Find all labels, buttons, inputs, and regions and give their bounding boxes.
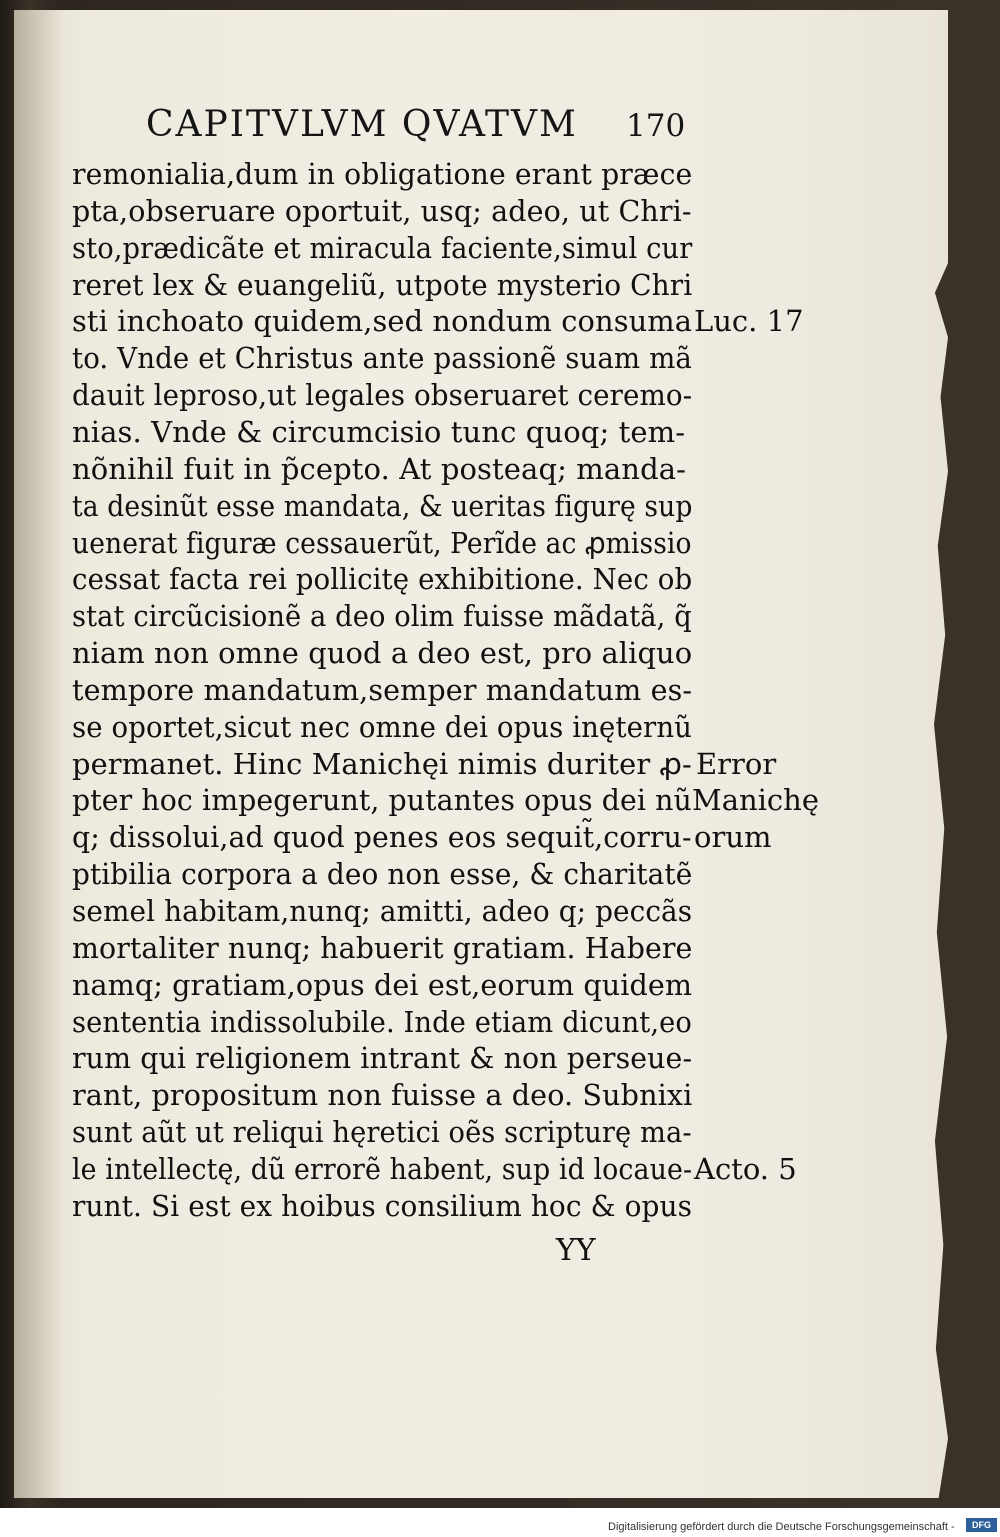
text-line: pta,obseruare oportuit, usq; adeo, ut Chri- bbox=[72, 193, 692, 228]
text-line: pter hoc impegerunt, putantes opus dei nũ bbox=[72, 783, 692, 818]
running-head: CAPITVLVM QVATVM bbox=[146, 104, 578, 145]
dfg-logo: DFG bbox=[966, 1518, 997, 1532]
text-line: dauit leproso,ut legales obseruaret ceremo- bbox=[72, 378, 693, 413]
text-line: se oportet,sicut nec omne dei opus inęternũ bbox=[72, 709, 693, 744]
text-line: mortaliter nunq; habuerit gratiam. Habere bbox=[72, 930, 693, 965]
text-line: ptibilia corpora a deo non esse, & charitatẽ bbox=[72, 857, 693, 892]
text-line: sententia indissolubile. Inde etiam dicunt,eo bbox=[72, 1004, 692, 1039]
margin-note: orum bbox=[694, 820, 772, 855]
text-line: to. Vnde et Christus ante passionẽ suam mã bbox=[72, 341, 692, 376]
text-line: uenerat figuræ cessauerũt, Perĩde ac ꝓmissio bbox=[72, 525, 692, 560]
text-line: semel habitam,nunq; amitti, adeo q; peccãs bbox=[72, 894, 693, 928]
margin-note: Manichę bbox=[692, 783, 820, 818]
text-line: tempore mandatum,semper mandatum es- bbox=[72, 672, 693, 707]
margin-note: Luc. 17 bbox=[694, 304, 804, 339]
catchword: YY bbox=[556, 1233, 596, 1268]
text-line: sto,prædicãte et miracula faciente,simul cur bbox=[72, 230, 693, 265]
digitization-credit: Digitalisierung gefördert durch die Deutsche Forschungsgemeinschaft - bbox=[608, 1521, 955, 1533]
text-line: ta desinũt esse mandata, & ueritas figurę sup bbox=[72, 488, 693, 523]
text-line: niam non omne quod a deo est, pro aliquo bbox=[72, 636, 693, 671]
text-line: runt. Si est ex hoibus consilium hoc & opus bbox=[72, 1188, 693, 1223]
text-line: nõnihil fuit in p̃cepto. At posteaq; manda- bbox=[72, 451, 687, 486]
text-line: cessat facta rei pollicitę exhibitione. Nec ob bbox=[72, 562, 693, 597]
text-line: permanet. Hinc Manichęi nimis duriter ꝓ- bbox=[72, 746, 692, 781]
text-line: rum qui religionem intrant & non perseue- bbox=[72, 1041, 693, 1076]
margin-note: Error bbox=[696, 746, 777, 781]
text-line: nias. Vnde & circumcisio tunc quoq; tem- bbox=[72, 414, 686, 449]
text-line: remonialia,dum in obligatione erant præce bbox=[72, 157, 693, 191]
binding-shadow bbox=[14, 10, 62, 1498]
text-line: rant, propositum non fuisse a deo. Subnixi bbox=[72, 1078, 693, 1113]
text-line: stat circũcisionẽ a deo olim fuisse mãdatã, q̃ bbox=[72, 599, 692, 634]
text-line: le intellectę, dũ errorẽ habent, sup id locaue- bbox=[72, 1151, 693, 1186]
text-line: sti inchoato quidem,sed nondum consuma bbox=[72, 304, 693, 339]
text-line: sunt aũt ut reliqui hęretici oẽs scripturę ma- bbox=[72, 1115, 692, 1150]
margin-note: Acto. 5 bbox=[694, 1151, 797, 1186]
text-line: namq; gratiam,opus dei est,eorum quidem bbox=[72, 967, 693, 1002]
folio-number: 170 bbox=[626, 108, 686, 144]
text-line: q; dissolui,ad quod penes eos sequit̃,corru- bbox=[72, 820, 692, 855]
text-line: reret lex & euangeliũ, utpote mysterio Chri bbox=[72, 267, 693, 302]
